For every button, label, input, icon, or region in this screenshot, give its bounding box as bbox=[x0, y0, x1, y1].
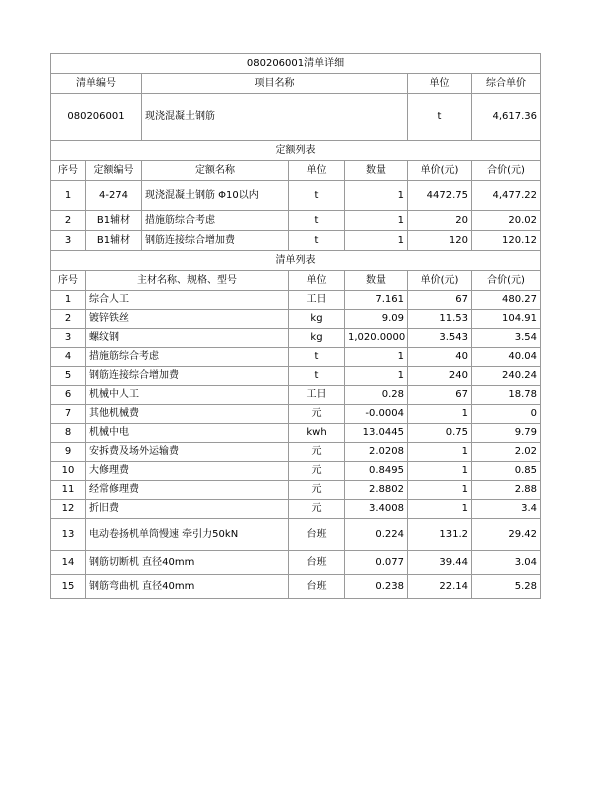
materials-cell: 39.44 bbox=[408, 551, 472, 575]
materials-row bbox=[51, 291, 541, 310]
materials-cell: 40.04 bbox=[472, 348, 541, 367]
materials-row bbox=[51, 443, 541, 462]
quota-cell: 2 bbox=[51, 211, 86, 231]
quota-row bbox=[51, 211, 541, 231]
materials-cell: 工日 bbox=[289, 386, 345, 405]
quota-cell: B1辅材 bbox=[86, 231, 142, 251]
materials-cell: 元 bbox=[289, 443, 345, 462]
materials-col-header: 序号 bbox=[51, 271, 86, 291]
materials-cell: 钢筋切断机 直径40mm bbox=[86, 551, 289, 575]
quota-cell: 20.02 bbox=[472, 211, 541, 231]
materials-cell: kg bbox=[289, 329, 345, 348]
name-header: 项目名称 bbox=[142, 74, 408, 94]
quota-cell: 1 bbox=[345, 231, 408, 251]
materials-cell: 7 bbox=[51, 405, 86, 424]
materials-cell: 0.077 bbox=[345, 551, 408, 575]
materials-row bbox=[51, 424, 541, 443]
materials-cell: 0.85 bbox=[472, 462, 541, 481]
materials-cell: 2.02 bbox=[472, 443, 541, 462]
materials-cell: 元 bbox=[289, 500, 345, 519]
materials-row bbox=[51, 551, 541, 575]
quota-cell: 4-274 bbox=[86, 181, 142, 211]
quota-col-header: 数量 bbox=[345, 161, 408, 181]
quota-cell: 钢筋连接综合增加费 bbox=[142, 231, 289, 251]
materials-cell: 4 bbox=[51, 348, 86, 367]
quota-col-header: 序号 bbox=[51, 161, 86, 181]
materials-col-header: 单价(元) bbox=[408, 271, 472, 291]
materials-cell: 元 bbox=[289, 405, 345, 424]
quota-cell: 1 bbox=[345, 181, 408, 211]
materials-col-header: 单位 bbox=[289, 271, 345, 291]
materials-cell: 29.42 bbox=[472, 519, 541, 551]
materials-cell: 0.224 bbox=[345, 519, 408, 551]
materials-cell: 11 bbox=[51, 481, 86, 500]
materials-cell: 安拆费及场外运输费 bbox=[86, 443, 289, 462]
quota-cell: 4472.75 bbox=[408, 181, 472, 211]
quota-cell: 120.12 bbox=[472, 231, 541, 251]
materials-cell: 480.27 bbox=[472, 291, 541, 310]
materials-row bbox=[51, 462, 541, 481]
materials-cell: 钢筋连接综合增加费 bbox=[86, 367, 289, 386]
materials-row bbox=[51, 367, 541, 386]
materials-cell: 元 bbox=[289, 481, 345, 500]
materials-cell: -0.0004 bbox=[345, 405, 408, 424]
materials-cell: 67 bbox=[408, 386, 472, 405]
materials-cell: 3 bbox=[51, 329, 86, 348]
summary-header-row bbox=[51, 74, 541, 94]
materials-cell: kg bbox=[289, 310, 345, 329]
materials-cell: 0.8495 bbox=[345, 462, 408, 481]
materials-cell: 1,020.0000 bbox=[345, 329, 408, 348]
unit-header: 单位 bbox=[408, 74, 472, 94]
materials-cell: 3.4008 bbox=[345, 500, 408, 519]
code-header: 清单编号 bbox=[51, 74, 142, 94]
price-header: 综合单价 bbox=[472, 74, 541, 94]
materials-cell: 9.09 bbox=[345, 310, 408, 329]
materials-cell: 7.161 bbox=[345, 291, 408, 310]
materials-cell: 13 bbox=[51, 519, 86, 551]
materials-row bbox=[51, 481, 541, 500]
materials-cell: 3.54 bbox=[472, 329, 541, 348]
materials-cell: 0.28 bbox=[345, 386, 408, 405]
materials-cell: 机械中人工 bbox=[86, 386, 289, 405]
materials-cell: 67 bbox=[408, 291, 472, 310]
quota-col-header: 定额编号 bbox=[86, 161, 142, 181]
materials-cell: 18.78 bbox=[472, 386, 541, 405]
materials-cell: 1 bbox=[408, 443, 472, 462]
quota-cell: 1 bbox=[345, 211, 408, 231]
materials-cell: 10 bbox=[51, 462, 86, 481]
quota-header-row bbox=[51, 161, 541, 181]
quota-cell: t bbox=[289, 231, 345, 251]
quota-cell: t bbox=[289, 181, 345, 211]
materials-col-header: 合价(元) bbox=[472, 271, 541, 291]
materials-cell: 1 bbox=[408, 481, 472, 500]
materials-row bbox=[51, 575, 541, 599]
materials-cell: 元 bbox=[289, 462, 345, 481]
materials-cell: 15 bbox=[51, 575, 86, 599]
materials-cell: 3.4 bbox=[472, 500, 541, 519]
materials-cell: 240 bbox=[408, 367, 472, 386]
materials-cell: 5 bbox=[51, 367, 86, 386]
materials-row bbox=[51, 310, 541, 329]
materials-cell: 12 bbox=[51, 500, 86, 519]
materials-row bbox=[51, 405, 541, 424]
materials-cell: 其他机械费 bbox=[86, 405, 289, 424]
quota-section-title: 定额列表 bbox=[51, 141, 541, 161]
materials-cell: 台班 bbox=[289, 519, 345, 551]
materials-cell: 2 bbox=[51, 310, 86, 329]
materials-cell: 9.79 bbox=[472, 424, 541, 443]
materials-cell: 3.543 bbox=[408, 329, 472, 348]
materials-cell: 螺纹钢 bbox=[86, 329, 289, 348]
quota-col-header: 合价(元) bbox=[472, 161, 541, 181]
materials-cell: 6 bbox=[51, 386, 86, 405]
materials-col-header: 主材名称、规格、型号 bbox=[86, 271, 289, 291]
summary-row bbox=[51, 94, 541, 141]
materials-row bbox=[51, 500, 541, 519]
materials-cell: 104.91 bbox=[472, 310, 541, 329]
materials-cell: 电动卷扬机单筒慢速 牵引力50kN bbox=[86, 519, 289, 551]
quota-cell: 20 bbox=[408, 211, 472, 231]
materials-cell: 大修理费 bbox=[86, 462, 289, 481]
materials-cell: 0.238 bbox=[345, 575, 408, 599]
materials-cell: 5.28 bbox=[472, 575, 541, 599]
sheet-title: 080206001清单详细 bbox=[51, 54, 541, 74]
detail-table bbox=[50, 53, 541, 599]
quota-cell: 3 bbox=[51, 231, 86, 251]
materials-cell: 2.8802 bbox=[345, 481, 408, 500]
materials-cell: 综合人工 bbox=[86, 291, 289, 310]
materials-cell: 3.04 bbox=[472, 551, 541, 575]
materials-cell: 13.0445 bbox=[345, 424, 408, 443]
materials-header-row bbox=[51, 271, 541, 291]
materials-cell: 工日 bbox=[289, 291, 345, 310]
materials-cell: 机械中电 bbox=[86, 424, 289, 443]
item-price: 4,617.36 bbox=[472, 94, 541, 141]
materials-cell: 1 bbox=[408, 500, 472, 519]
materials-row bbox=[51, 348, 541, 367]
materials-cell: 0 bbox=[472, 405, 541, 424]
item-unit: t bbox=[408, 94, 472, 141]
materials-cell: 22.14 bbox=[408, 575, 472, 599]
materials-cell: 8 bbox=[51, 424, 86, 443]
materials-cell: 折旧费 bbox=[86, 500, 289, 519]
quota-cell: B1辅材 bbox=[86, 211, 142, 231]
quota-cell: t bbox=[289, 211, 345, 231]
quota-col-header: 单价(元) bbox=[408, 161, 472, 181]
materials-cell: 台班 bbox=[289, 551, 345, 575]
materials-cell: t bbox=[289, 367, 345, 386]
materials-cell: 1 bbox=[51, 291, 86, 310]
materials-cell: 1 bbox=[408, 462, 472, 481]
quota-col-header: 定额名称 bbox=[142, 161, 289, 181]
materials-col-header: 数量 bbox=[345, 271, 408, 291]
materials-cell: 2.88 bbox=[472, 481, 541, 500]
materials-cell: 14 bbox=[51, 551, 86, 575]
materials-row bbox=[51, 519, 541, 551]
materials-cell: 0.75 bbox=[408, 424, 472, 443]
materials-cell: 9 bbox=[51, 443, 86, 462]
materials-cell: 台班 bbox=[289, 575, 345, 599]
quota-cell: 1 bbox=[51, 181, 86, 211]
quota-cell: 120 bbox=[408, 231, 472, 251]
materials-cell: 1 bbox=[345, 367, 408, 386]
materials-row bbox=[51, 329, 541, 348]
materials-row bbox=[51, 386, 541, 405]
materials-cell: 240.24 bbox=[472, 367, 541, 386]
materials-cell: 40 bbox=[408, 348, 472, 367]
materials-cell: kwh bbox=[289, 424, 345, 443]
quota-row bbox=[51, 231, 541, 251]
materials-cell: t bbox=[289, 348, 345, 367]
quota-cell: 措施筋综合考虑 bbox=[142, 211, 289, 231]
quota-row bbox=[51, 181, 541, 211]
materials-cell: 2.0208 bbox=[345, 443, 408, 462]
materials-cell: 131.2 bbox=[408, 519, 472, 551]
materials-cell: 镀锌铁丝 bbox=[86, 310, 289, 329]
materials-cell: 11.53 bbox=[408, 310, 472, 329]
materials-cell: 1 bbox=[408, 405, 472, 424]
materials-cell: 措施筋综合考虑 bbox=[86, 348, 289, 367]
quota-col-header: 单位 bbox=[289, 161, 345, 181]
materials-section-title: 清单列表 bbox=[51, 251, 541, 271]
quota-cell: 4,477.22 bbox=[472, 181, 541, 211]
item-code: 080206001 bbox=[51, 94, 142, 141]
materials-cell: 1 bbox=[345, 348, 408, 367]
quota-cell: 现浇混凝土钢筋 Φ10以内 bbox=[142, 181, 289, 211]
materials-cell: 钢筋弯曲机 直径40mm bbox=[86, 575, 289, 599]
item-name: 现浇混凝土钢筋 bbox=[142, 94, 408, 141]
materials-cell: 经常修理费 bbox=[86, 481, 289, 500]
